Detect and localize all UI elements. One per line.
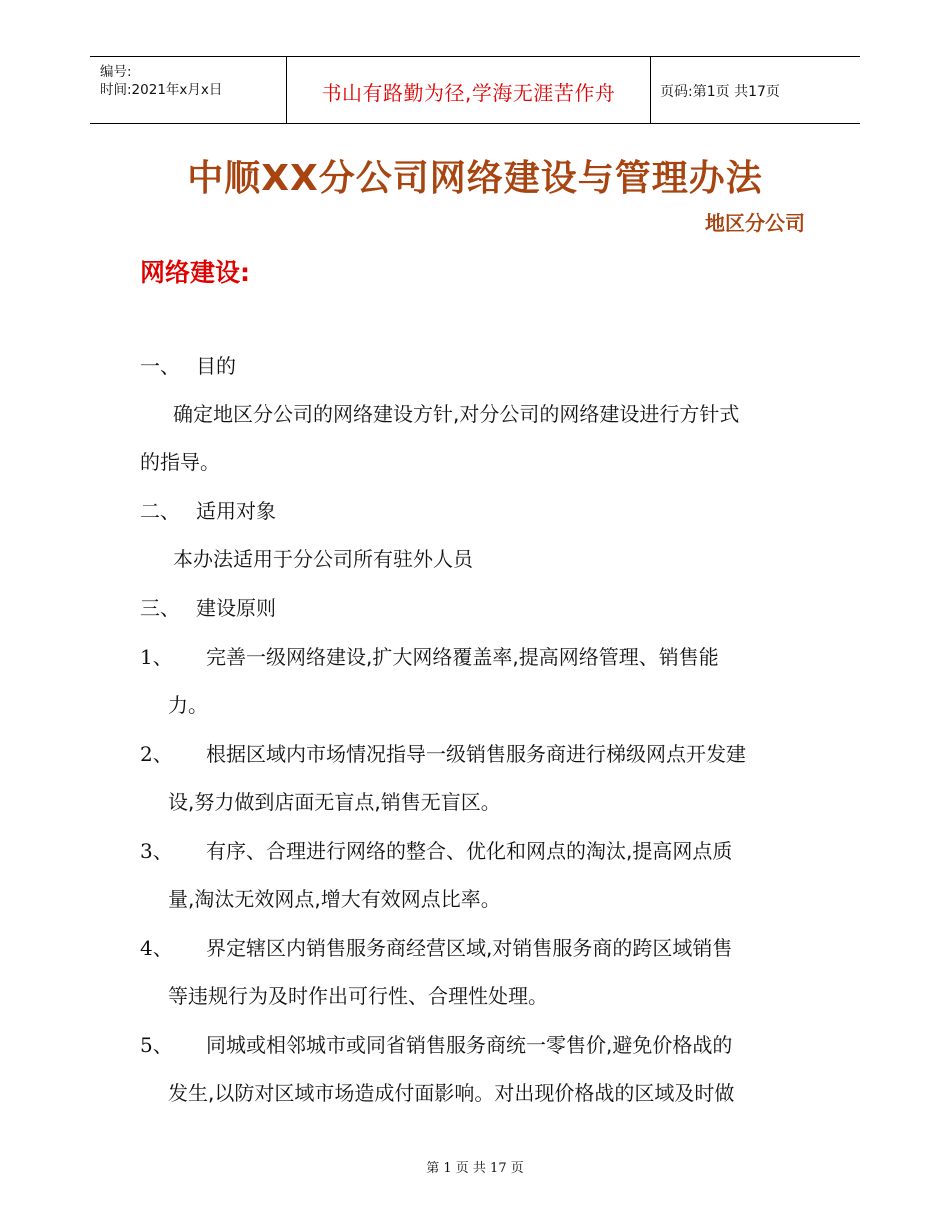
header-page-cell bbox=[650, 57, 860, 123]
list-item-continuation: 力。 bbox=[168, 693, 208, 717]
list-item bbox=[140, 1021, 732, 1069]
list-item-continuation: 量,淘汰无效网点,增大有效网点比率。 bbox=[168, 887, 501, 911]
header-table bbox=[90, 56, 860, 124]
list-item bbox=[140, 924, 732, 972]
document-time-label: 时间:2021年x月x日 bbox=[100, 82, 223, 98]
heading-text: 建设原则 bbox=[196, 596, 276, 620]
heading-number: 三、 bbox=[140, 596, 180, 620]
list-item-number: 1、 bbox=[140, 645, 173, 669]
list-item-number: 5、 bbox=[140, 1033, 173, 1057]
list-item-number: 3、 bbox=[140, 839, 173, 863]
list-item-continuation: 等违规行为及时作出可行性、合理性处理。 bbox=[168, 984, 548, 1008]
paragraph-line: 确定地区分公司的网络建设方针,对分公司的网络建设进行方针式 bbox=[173, 402, 740, 426]
heading-text: 目的 bbox=[196, 354, 236, 378]
section-title: 网络建设: bbox=[140, 258, 250, 287]
document-title: 中顺XX分公司网络建设与管理办法 bbox=[187, 158, 763, 199]
list-item-continuation: 设,努力做到店面无盲点,销售无盲区。 bbox=[168, 790, 501, 814]
heading-number: 一、 bbox=[140, 354, 180, 378]
header-motto-cell bbox=[286, 57, 651, 123]
heading-purpose bbox=[140, 342, 236, 390]
heading-number: 二、 bbox=[140, 499, 180, 523]
page-info: 页码:第1页 共17页 bbox=[660, 84, 780, 100]
list-item-text: 根据区域内市场情况指导一级销售服务商进行梯级网点开发建 bbox=[206, 742, 746, 766]
list-item-continuation: 发生,以防对区域市场造成付面影响。对出现价格战的区域及时做 bbox=[168, 1081, 735, 1105]
document-number-label: 编号: bbox=[100, 64, 132, 80]
list-item-text: 界定辖区内销售服务商经营区域,对销售服务商的跨区域销售 bbox=[206, 936, 733, 960]
motto-text: 书山有路勤为径,学海无涯苦作舟 bbox=[321, 81, 616, 105]
list-item-text: 完善一级网络建设,扩大网络覆盖率,提高网络管理、销售能 bbox=[206, 645, 719, 669]
page-footer: 第 1 页 共 17 页 bbox=[426, 1161, 524, 1176]
list-item-text: 同城或相邻城市或同省销售服务商统一零售价,避免价格战的 bbox=[206, 1033, 733, 1057]
list-item-number: 2、 bbox=[140, 742, 173, 766]
list-item bbox=[140, 633, 719, 681]
list-item-number: 4、 bbox=[140, 936, 173, 960]
paragraph-line: 的指导。 bbox=[140, 450, 220, 474]
heading-principles bbox=[140, 584, 276, 632]
header-meta-cell bbox=[90, 57, 286, 123]
paragraph-line: 本办法适用于分公司所有驻外人员 bbox=[173, 547, 473, 571]
heading-scope bbox=[140, 487, 276, 535]
list-item bbox=[140, 827, 732, 875]
list-item-text: 有序、合理进行网络的整合、优化和网点的淘汰,提高网点质 bbox=[206, 839, 733, 863]
document-subtitle: 地区分公司 bbox=[705, 211, 805, 235]
heading-text: 适用对象 bbox=[196, 499, 276, 523]
list-item bbox=[140, 730, 746, 778]
